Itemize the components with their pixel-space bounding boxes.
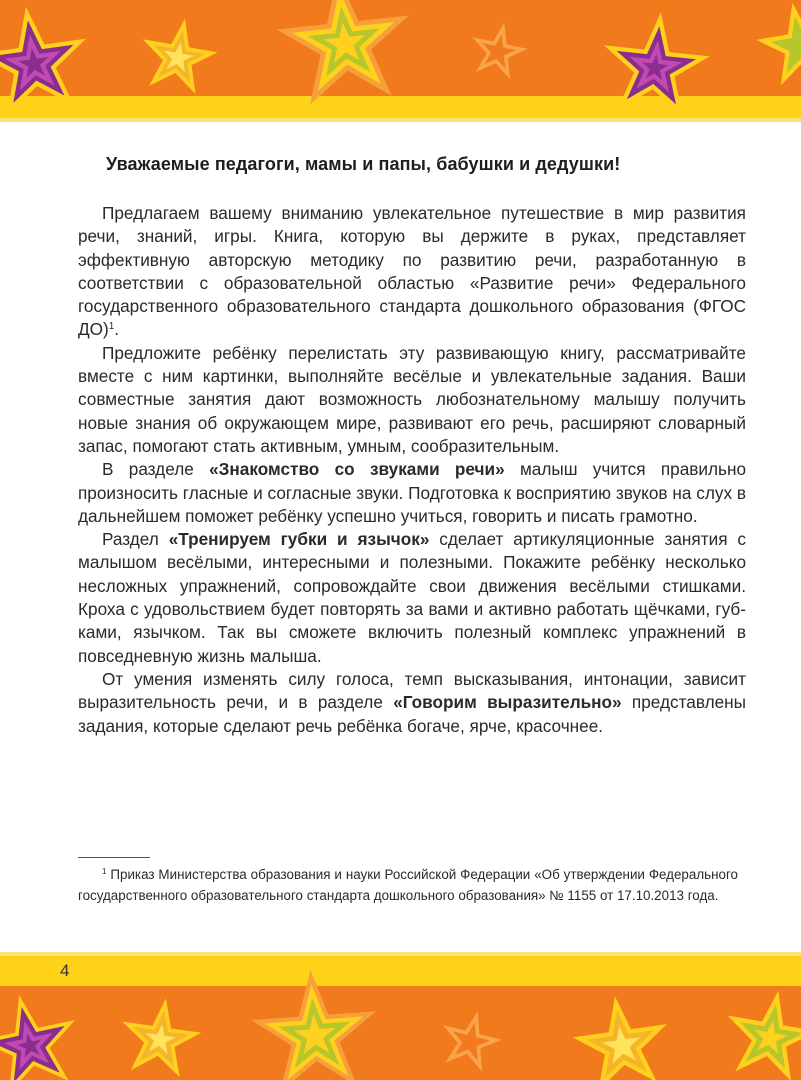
paragraph-intro-end: . <box>114 319 120 340</box>
footnote-paragraph <box>78 865 738 906</box>
footnote-reference: 1 <box>108 321 115 333</box>
footnote <box>78 865 738 906</box>
bottom-decorative-band <box>0 952 801 1080</box>
paragraph-suggest: Предложите ребёнку перелистать эту развивающую книгу, рассматривайте вместе с ним картинки, выполняйте весёлые и увлекательные задания. Ваши совместные занятия дают возможность любознательному малышу получить новые знания об окружающем мире, развивают его речь, расширяют словарный запас, помогают стать активным, умным, сообразительным. <box>78 342 746 456</box>
paragraph-expressive-after: представлены задания, которые сделают речь ребёнка богаче, ярче, красочнее. <box>78 692 747 736</box>
footnote-divider <box>78 857 150 858</box>
page-heading: Уважаемые педагоги, мамы и папы, бабушки и дедушки! <box>106 154 621 174</box>
text-page <box>78 122 746 952</box>
section-title-expressive: «Говорим выразительно» <box>393 692 622 713</box>
paragraph-articulation-before: Раздел <box>102 529 169 550</box>
footnote-marker: 1 <box>102 867 107 876</box>
paragraph-articulation-after: сделает артикуляционные занятия с малышом весёлыми, интересными и полезными. Покажите ребёнку несколько несложных упражнений, сопровождайте свои движения весёлыми стишками. Кроха с удовольствием будет повторять за вами и активно работать щёчками, губками, язычком. Так вы сможете включить полезный комплекс упражнений в повседневную жизнь малыша. <box>78 529 746 666</box>
paragraph-expressive-section <box>78 668 746 738</box>
top-stars-decoration <box>0 0 801 122</box>
top-decorative-band <box>0 0 801 122</box>
section-title-articulation: «Тренируем губки и язычок» <box>168 529 430 550</box>
paragraph-articulation-section <box>78 528 746 668</box>
paragraph-sounds-after: малыш учится правильно произносить гласные и согласные звуки. Подготовка к восприятию звуков на слух в дальнейшем поможет ребёнку успешно учиться, говорить и писать грамотно. <box>78 459 747 526</box>
paragraph-sounds-before: В разделе <box>102 459 210 480</box>
paragraph-intro-text: Предлагаем вашему вниманию увлекательное путешествие в мир развития речи, знаний, игры. Книга, которую вы держите в руках, представляет эффективную авторскую методику по развитию речи, разработанную в соответствии с образовательной областью «Развитие речи» Федерального государственного образовательного стандарта дошкольного образования (ФГОС ДО) <box>78 203 746 340</box>
paragraph-sounds-section <box>78 458 746 528</box>
body-text <box>78 202 746 738</box>
footnote-text: Приказ Министерства образования и науки Российской Федерации «Об утверждении Федерального государственного образовательного стандарта дошкольного образования» № 1155 от 17.10.2013 года. <box>78 867 738 903</box>
paragraph-expressive-before: От умения изменять силу голоса, темп высказывания, интонации, зависит выразительность речи, и в разделе <box>78 668 746 713</box>
section-title-sounds: «Знакомство со звуками речи» <box>209 459 505 480</box>
paragraph-intro <box>78 202 746 342</box>
page-number: 4 <box>60 961 70 980</box>
bottom-stars-decoration <box>0 952 801 1080</box>
